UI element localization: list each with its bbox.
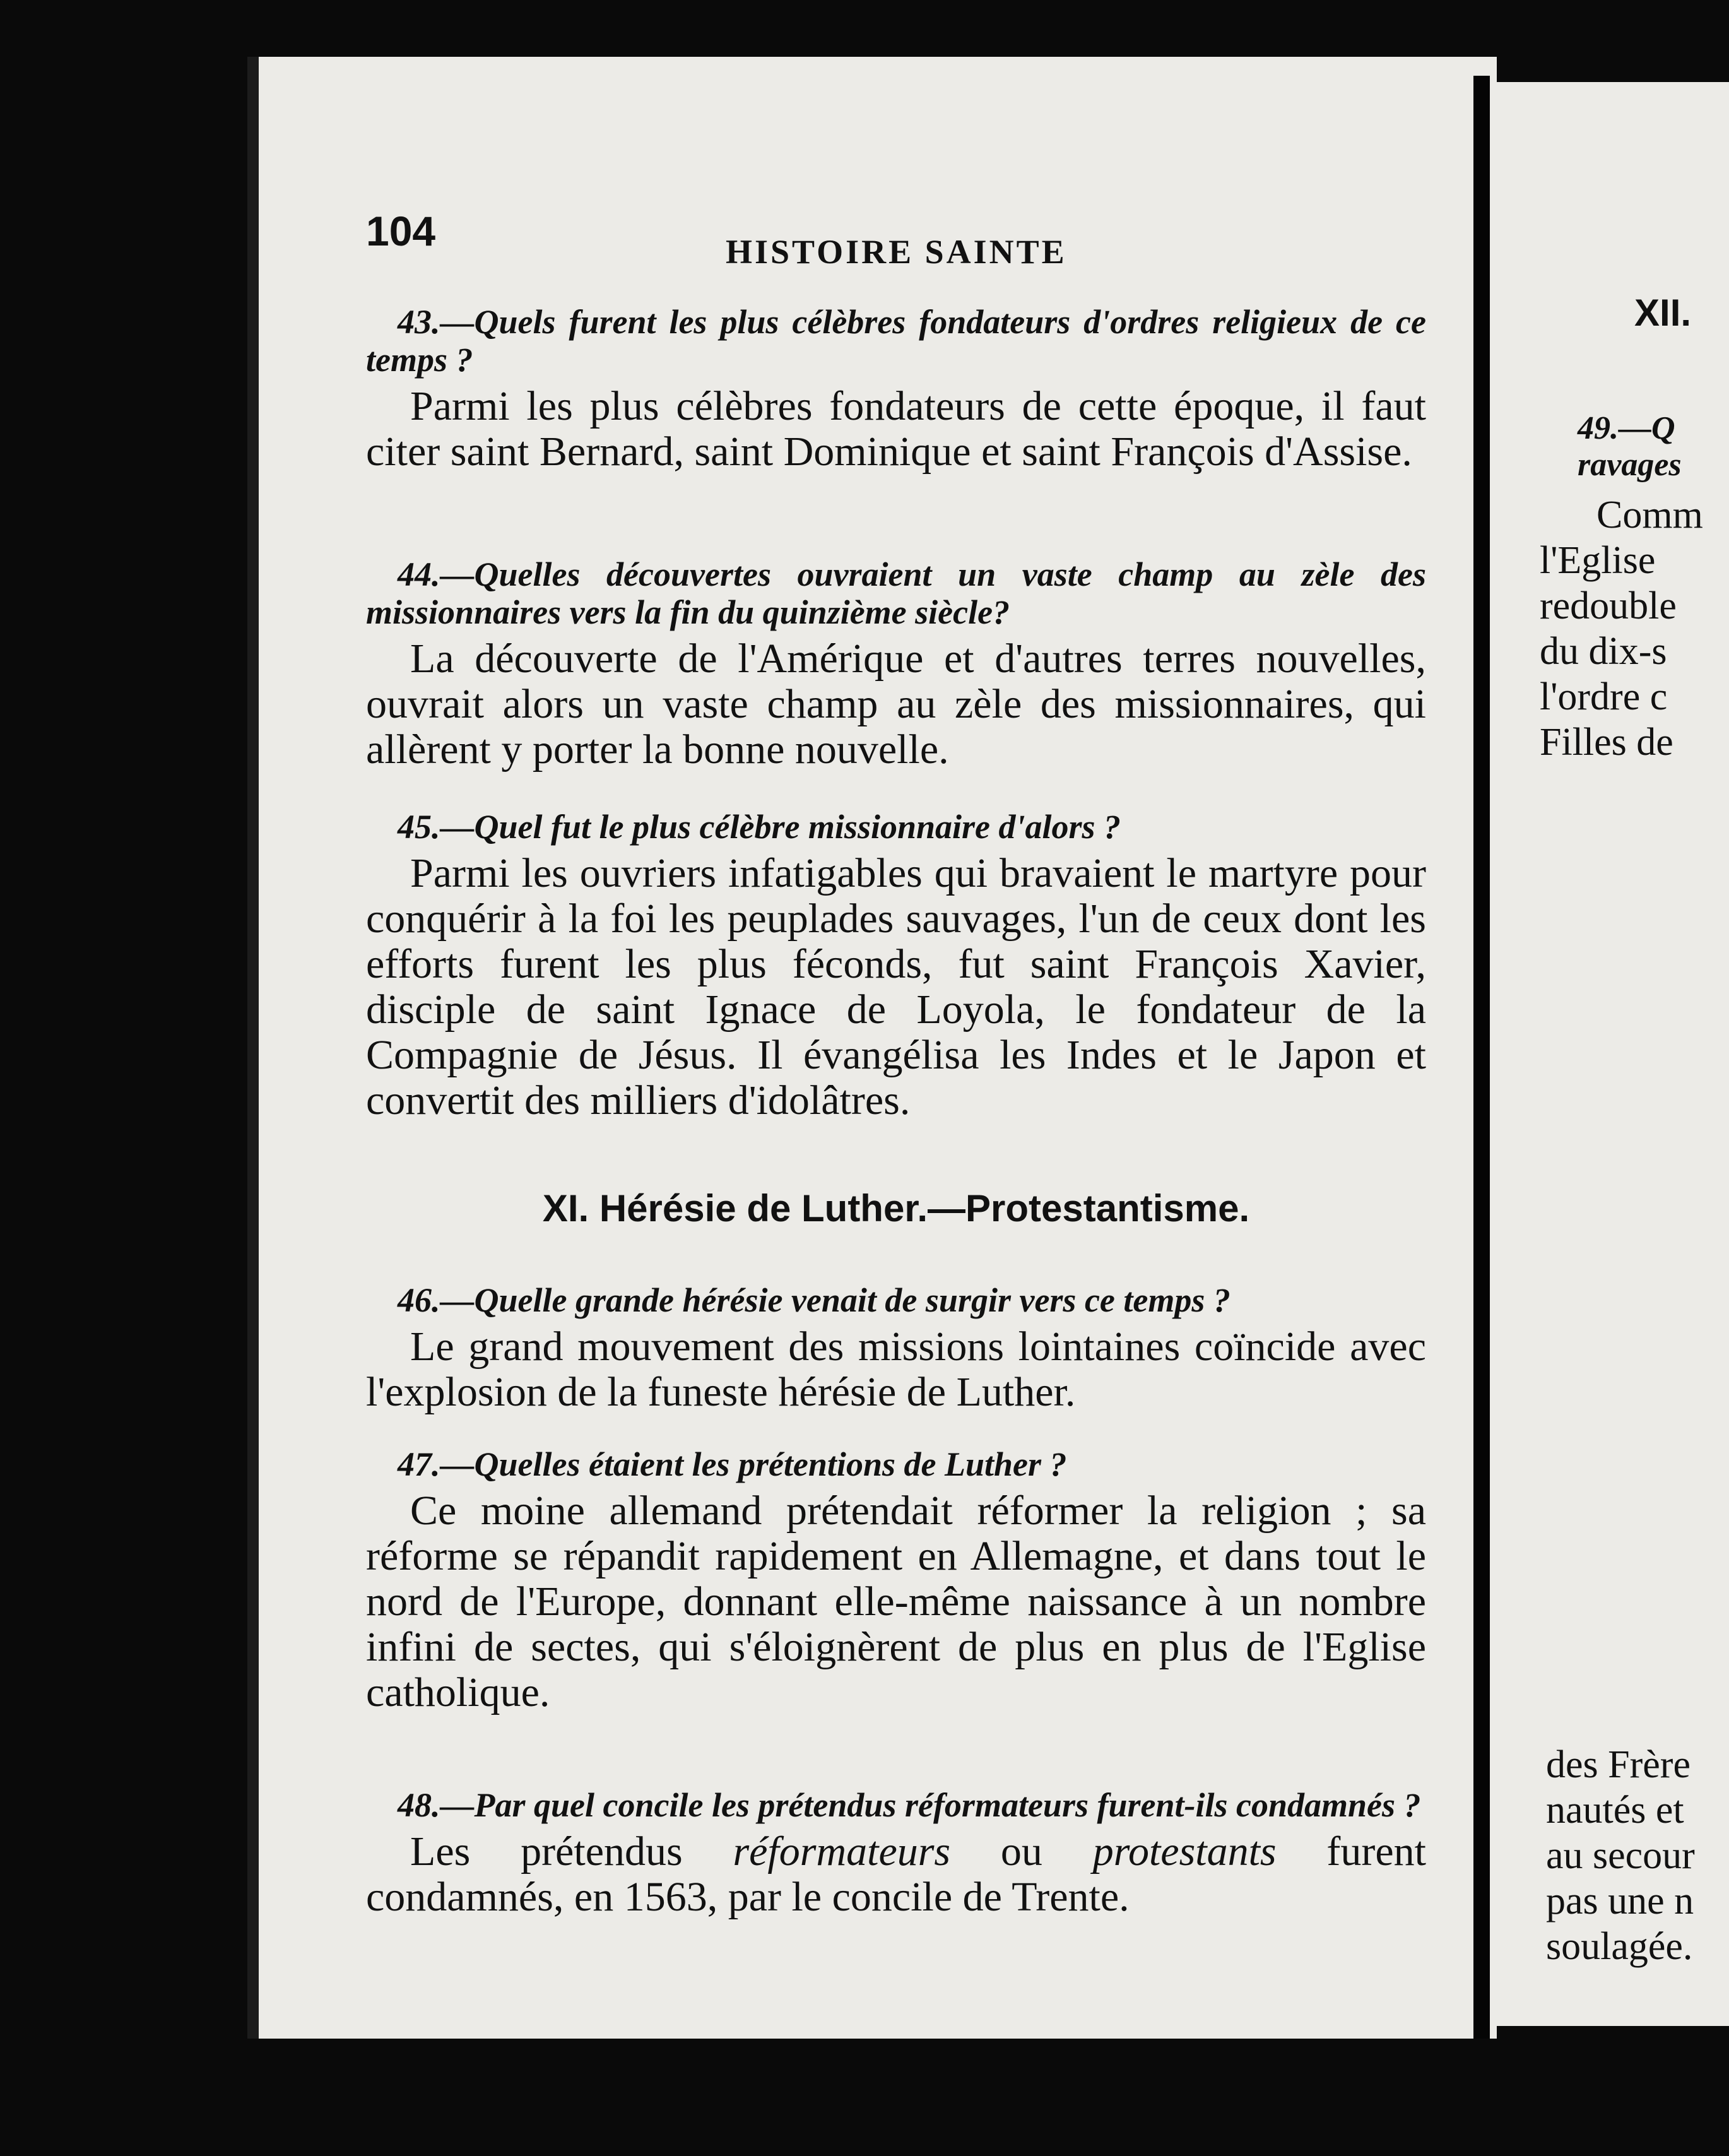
question-body: Quel fut le plus célèbre missionnaire d'alors ? xyxy=(474,808,1121,846)
section-heading: XI. Hérésie de Luther.—Protestantisme. xyxy=(542,1187,1250,1229)
answer-text: Ce moine allemand prétendait réformer la religion ; sa réforme se répandit rapidement en Allemagne, et dans tout le nord de l'Europe, donnant elle-même naissance à un nombre infini de sectes, qui s'éloignèrent de plus en plus de l'Eglise catholique. xyxy=(366,1488,1426,1715)
question-number: 44.— xyxy=(398,555,475,593)
answer-segment: Les prétendus xyxy=(410,1828,733,1875)
right-line: pas une n xyxy=(1546,1880,1694,1922)
answer-text: La découverte de l'Amérique et d'autres terres nouvelles, ouvrait alors un vaste champ au zèle des missionnaires, qui allèrent y porter la bonne nouvelle. xyxy=(366,636,1426,773)
question-number: 47.— xyxy=(398,1445,475,1483)
question-44 xyxy=(366,555,1426,773)
question-text xyxy=(366,1281,1426,1319)
right-page xyxy=(1496,82,1729,2026)
answer-text: Parmi les plus célèbres fondateurs de cette époque, il faut citer saint Bernard, saint Dominique et saint François d'Assise. xyxy=(366,383,1426,475)
right-line: nautés et xyxy=(1546,1789,1684,1832)
question-48 xyxy=(366,1786,1426,1920)
right-heading: XII. xyxy=(1634,292,1692,334)
right-question-line: ravages xyxy=(1578,447,1682,483)
question-body: Par quel concile les prétendus réformateurs furent-ils condamnés ? xyxy=(474,1786,1421,1824)
right-line: l'ordre c xyxy=(1540,675,1668,718)
question-text xyxy=(366,808,1426,846)
right-question-line: 49.—Q xyxy=(1578,410,1675,446)
question-47 xyxy=(366,1445,1426,1715)
question-body: Quelle grande hérésie venait de surgir vers ce temps ? xyxy=(474,1281,1230,1319)
question-45 xyxy=(366,808,1426,1123)
question-text xyxy=(366,555,1426,631)
right-bottom-paragraph xyxy=(1546,1742,1695,1969)
question-body: Quels furent les plus célèbres fondateurs d'ordres religieux de ce temps ? xyxy=(366,303,1426,379)
answer-text: Le grand mouvement des missions lointaines coïncide avec l'explosion de la funeste hérésie de Luther. xyxy=(366,1324,1426,1415)
answer-text xyxy=(366,1829,1426,1920)
book-gutter xyxy=(1473,76,1490,2039)
right-line: Filles de xyxy=(1540,721,1673,764)
question-number: 43.— xyxy=(398,303,475,341)
question-43 xyxy=(366,303,1426,475)
answer-segment: furent condamnés, en 1563, par le concile de Trente. xyxy=(366,1828,1426,1920)
right-line: des Frère xyxy=(1546,1743,1691,1786)
question-body: Quelles étaient les prétentions de Luther ? xyxy=(474,1445,1067,1483)
question-number: 46.— xyxy=(398,1281,475,1319)
question-text xyxy=(366,1445,1426,1483)
question-number: 48.— xyxy=(398,1786,475,1824)
right-question xyxy=(1578,410,1682,483)
right-line: soulagée. xyxy=(1546,1925,1693,1968)
answer-emphasis: protestants xyxy=(1092,1828,1277,1875)
running-title: HISTOIRE SAINTE xyxy=(726,233,1067,271)
answer-segment: ou xyxy=(950,1828,1093,1875)
question-text xyxy=(366,1786,1426,1824)
answer-text: Parmi les ouvriers infatigables qui bravaient le martyre pour conquérir à la foi les peuplades sauvages, l'un de ceux dont les efforts furent les plus féconds, fut saint François Xavier, disciple de saint Ignace de Loyola, le fondateur de la Compagnie de Jésus. Il évangélisa les Indes et le Japon et convertit des milliers d'idolâtres. xyxy=(366,850,1426,1123)
page-number: 104 xyxy=(366,208,436,254)
question-46 xyxy=(366,1281,1426,1415)
question-number: 45.— xyxy=(398,808,475,846)
answer-emphasis: réformateurs xyxy=(733,1828,951,1875)
right-line: du dix-s xyxy=(1540,630,1667,673)
right-line: redouble xyxy=(1540,584,1677,627)
question-text xyxy=(366,303,1426,379)
right-line: Comm xyxy=(1596,494,1703,536)
right-line: au secour xyxy=(1546,1834,1695,1877)
right-line: l'Eglise xyxy=(1540,539,1656,582)
left-page xyxy=(247,57,1497,2039)
question-body: Quelles découvertes ouvraient un vaste champ au zèle des missionnaires vers la fin du quinzième siècle? xyxy=(366,555,1426,631)
right-top-paragraph xyxy=(1540,492,1703,765)
